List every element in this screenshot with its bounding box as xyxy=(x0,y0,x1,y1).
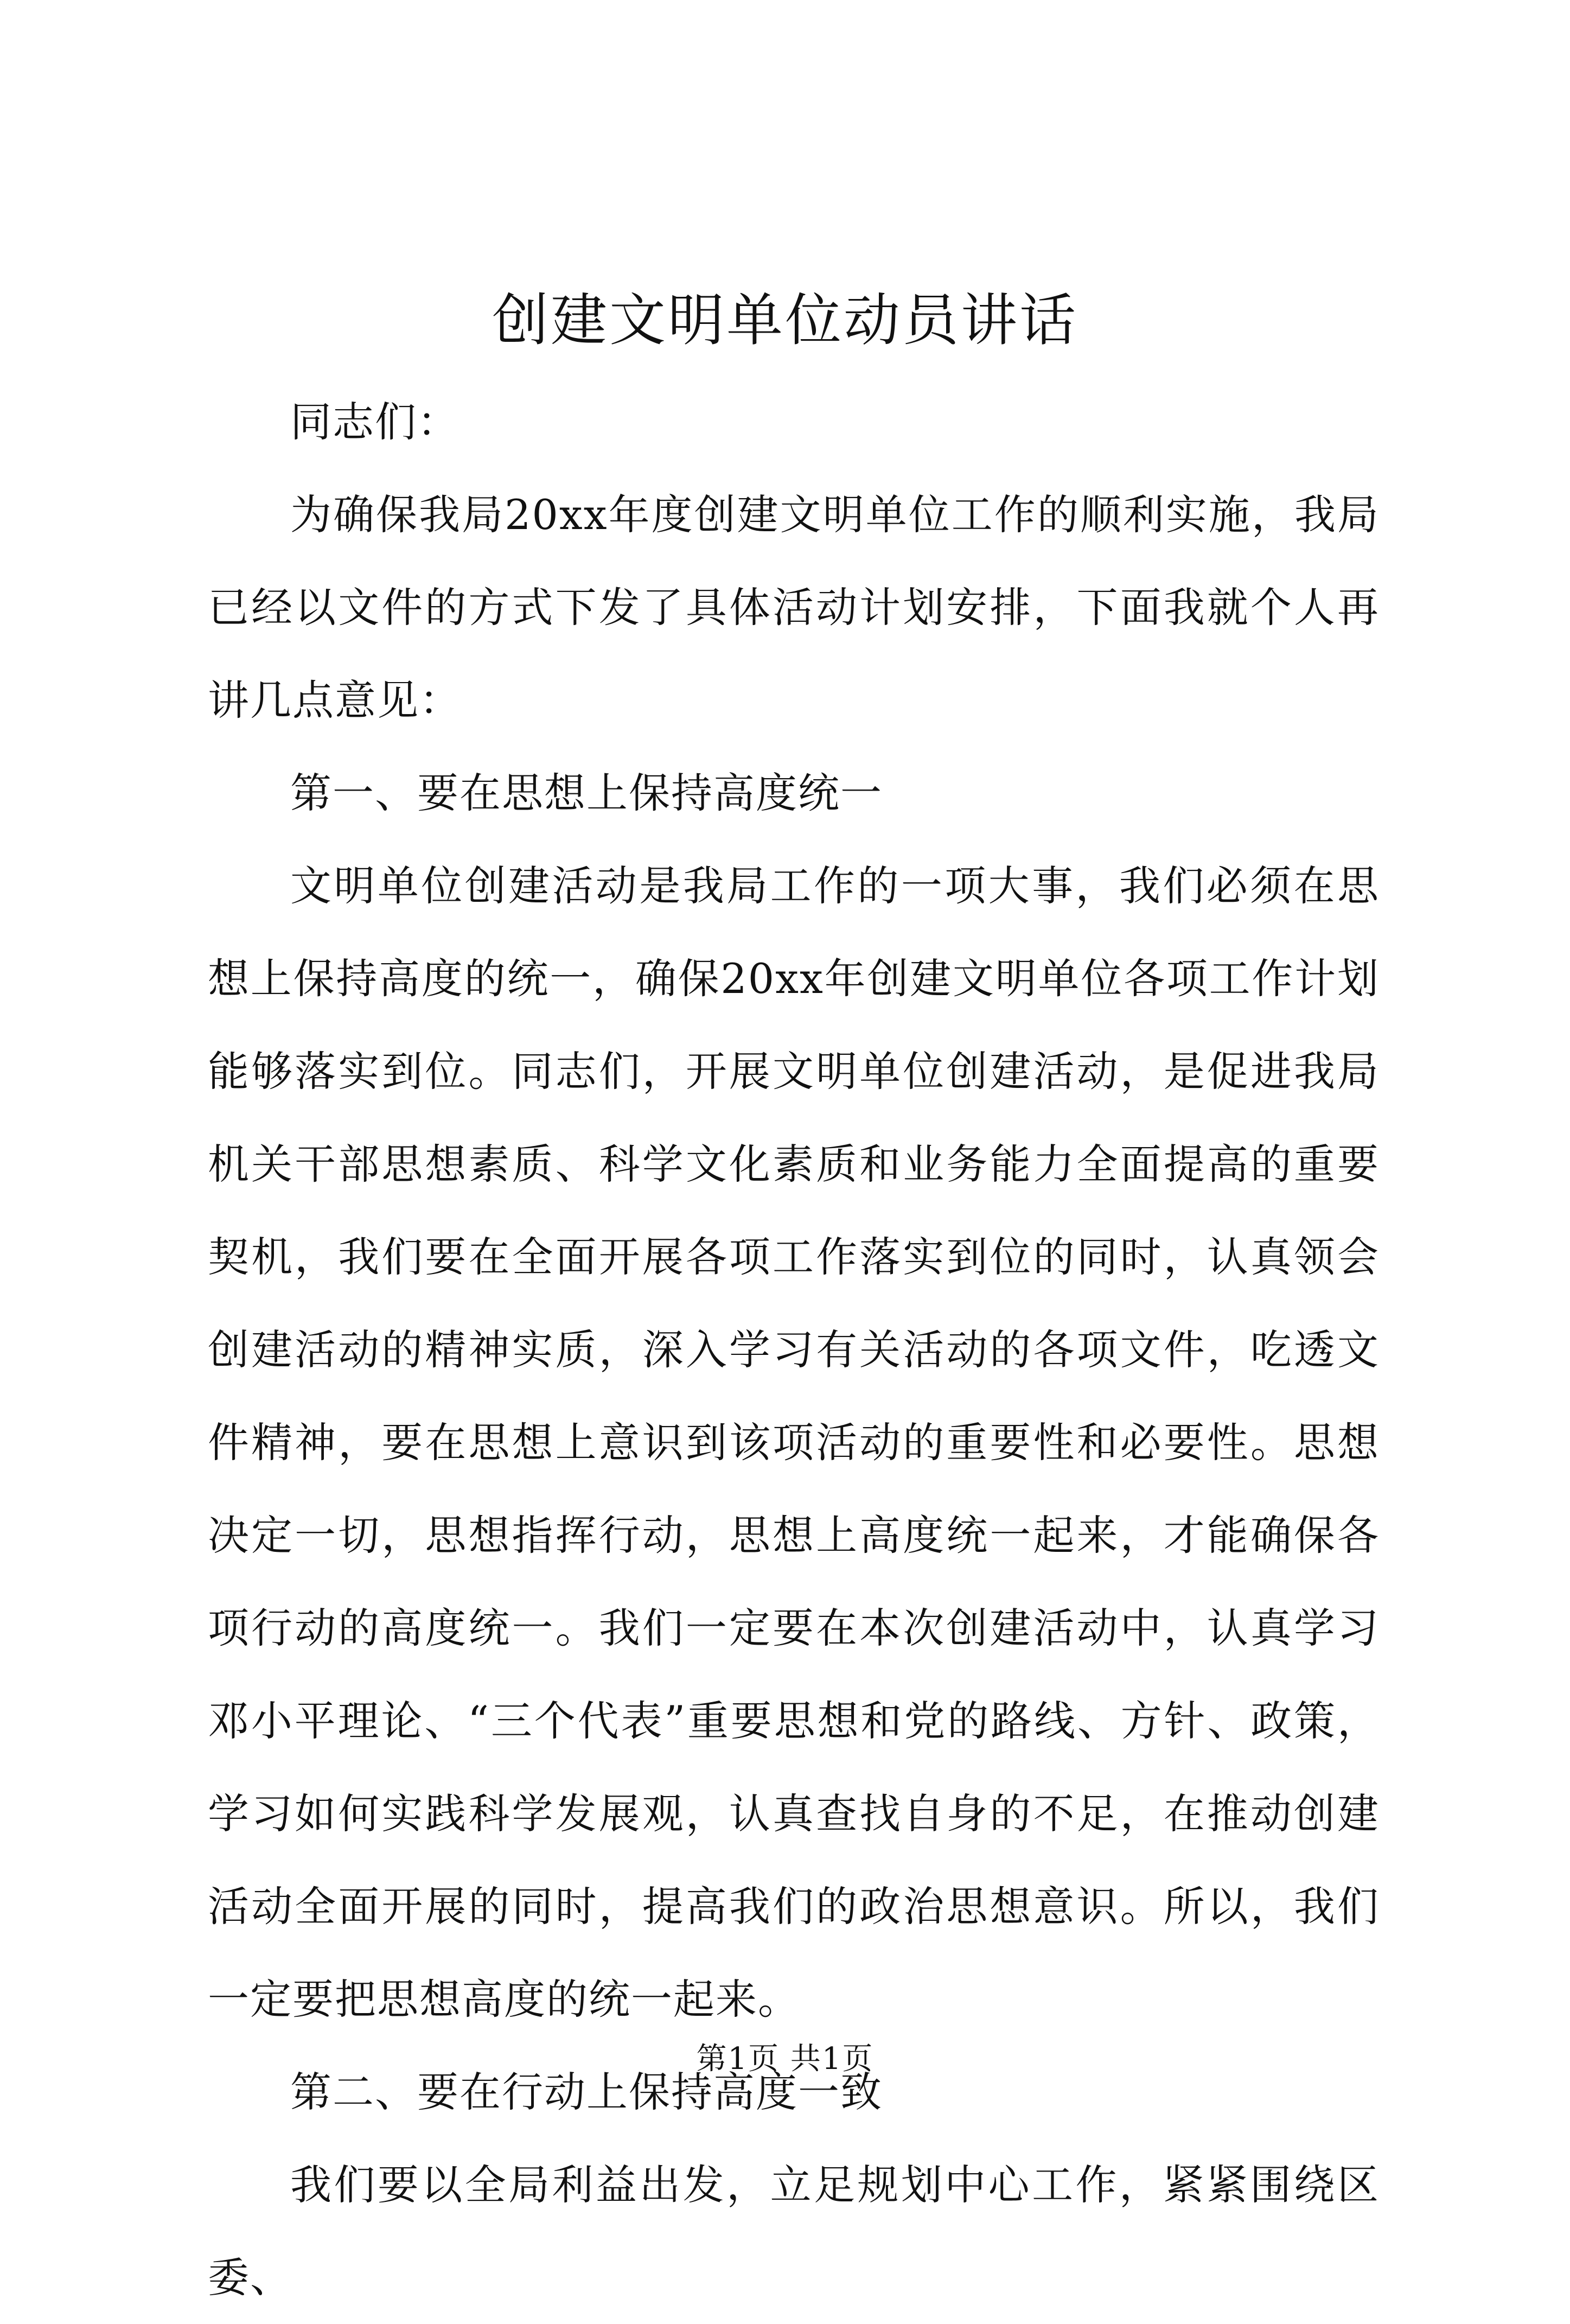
document-body xyxy=(208,375,1380,2324)
section-1-paragraph: 文明单位创建活动是我局工作的一项大事，我们必须在思想上保持高度的统一，确保20xx年创建文明单位各项工作计划能够落实到位。同志们，开展文明单位创建活动，是促进我局机关干部思想素质、科学文化素质和业务能力全面提高的重要契机，我们要在全面开展各项工作落实到位的同时，认真领会创建活动的精神实质，深入学习有关活动的各项文件，吃透文件精神，要在思想上意识到该项活动的重要性和必要性。思想决定一切，思想指挥行动，思想上高度统一起来，才能确保各项行动的高度统一。我们一定要在本次创建活动中，认真学习邓小平理论、“三个代表”重要思想和党的路线、方针、政策，学习如何实践科学发展观，认真查找自身的不足，在推动创建活动全面开展的同时，提高我们的政治思想意识。所以，我们一定要把思想高度的统一起来。 xyxy=(208,862,1380,2023)
section-heading-1: 第一、要在思想上保持高度统一 xyxy=(290,769,883,817)
page-footer: 第1页 共1页 xyxy=(696,2041,874,2077)
document-title: 创建文明单位动员讲话 xyxy=(492,287,1078,353)
section-2-paragraph: 我们要以全局利益出发，立足规划中心工作，紧紧围绕区委、 xyxy=(208,2161,1380,2302)
salutation: 同志们： xyxy=(290,398,459,446)
section-heading-2: 第二、要在行动上保持高度一致 xyxy=(290,2068,883,2116)
intro-paragraph: 为确保我局20xx年度创建文明单位工作的顺利实施，我局已经以文件的方式下发了具体活动计划安排，下面我就个人再讲几点意见： xyxy=(208,491,1380,724)
